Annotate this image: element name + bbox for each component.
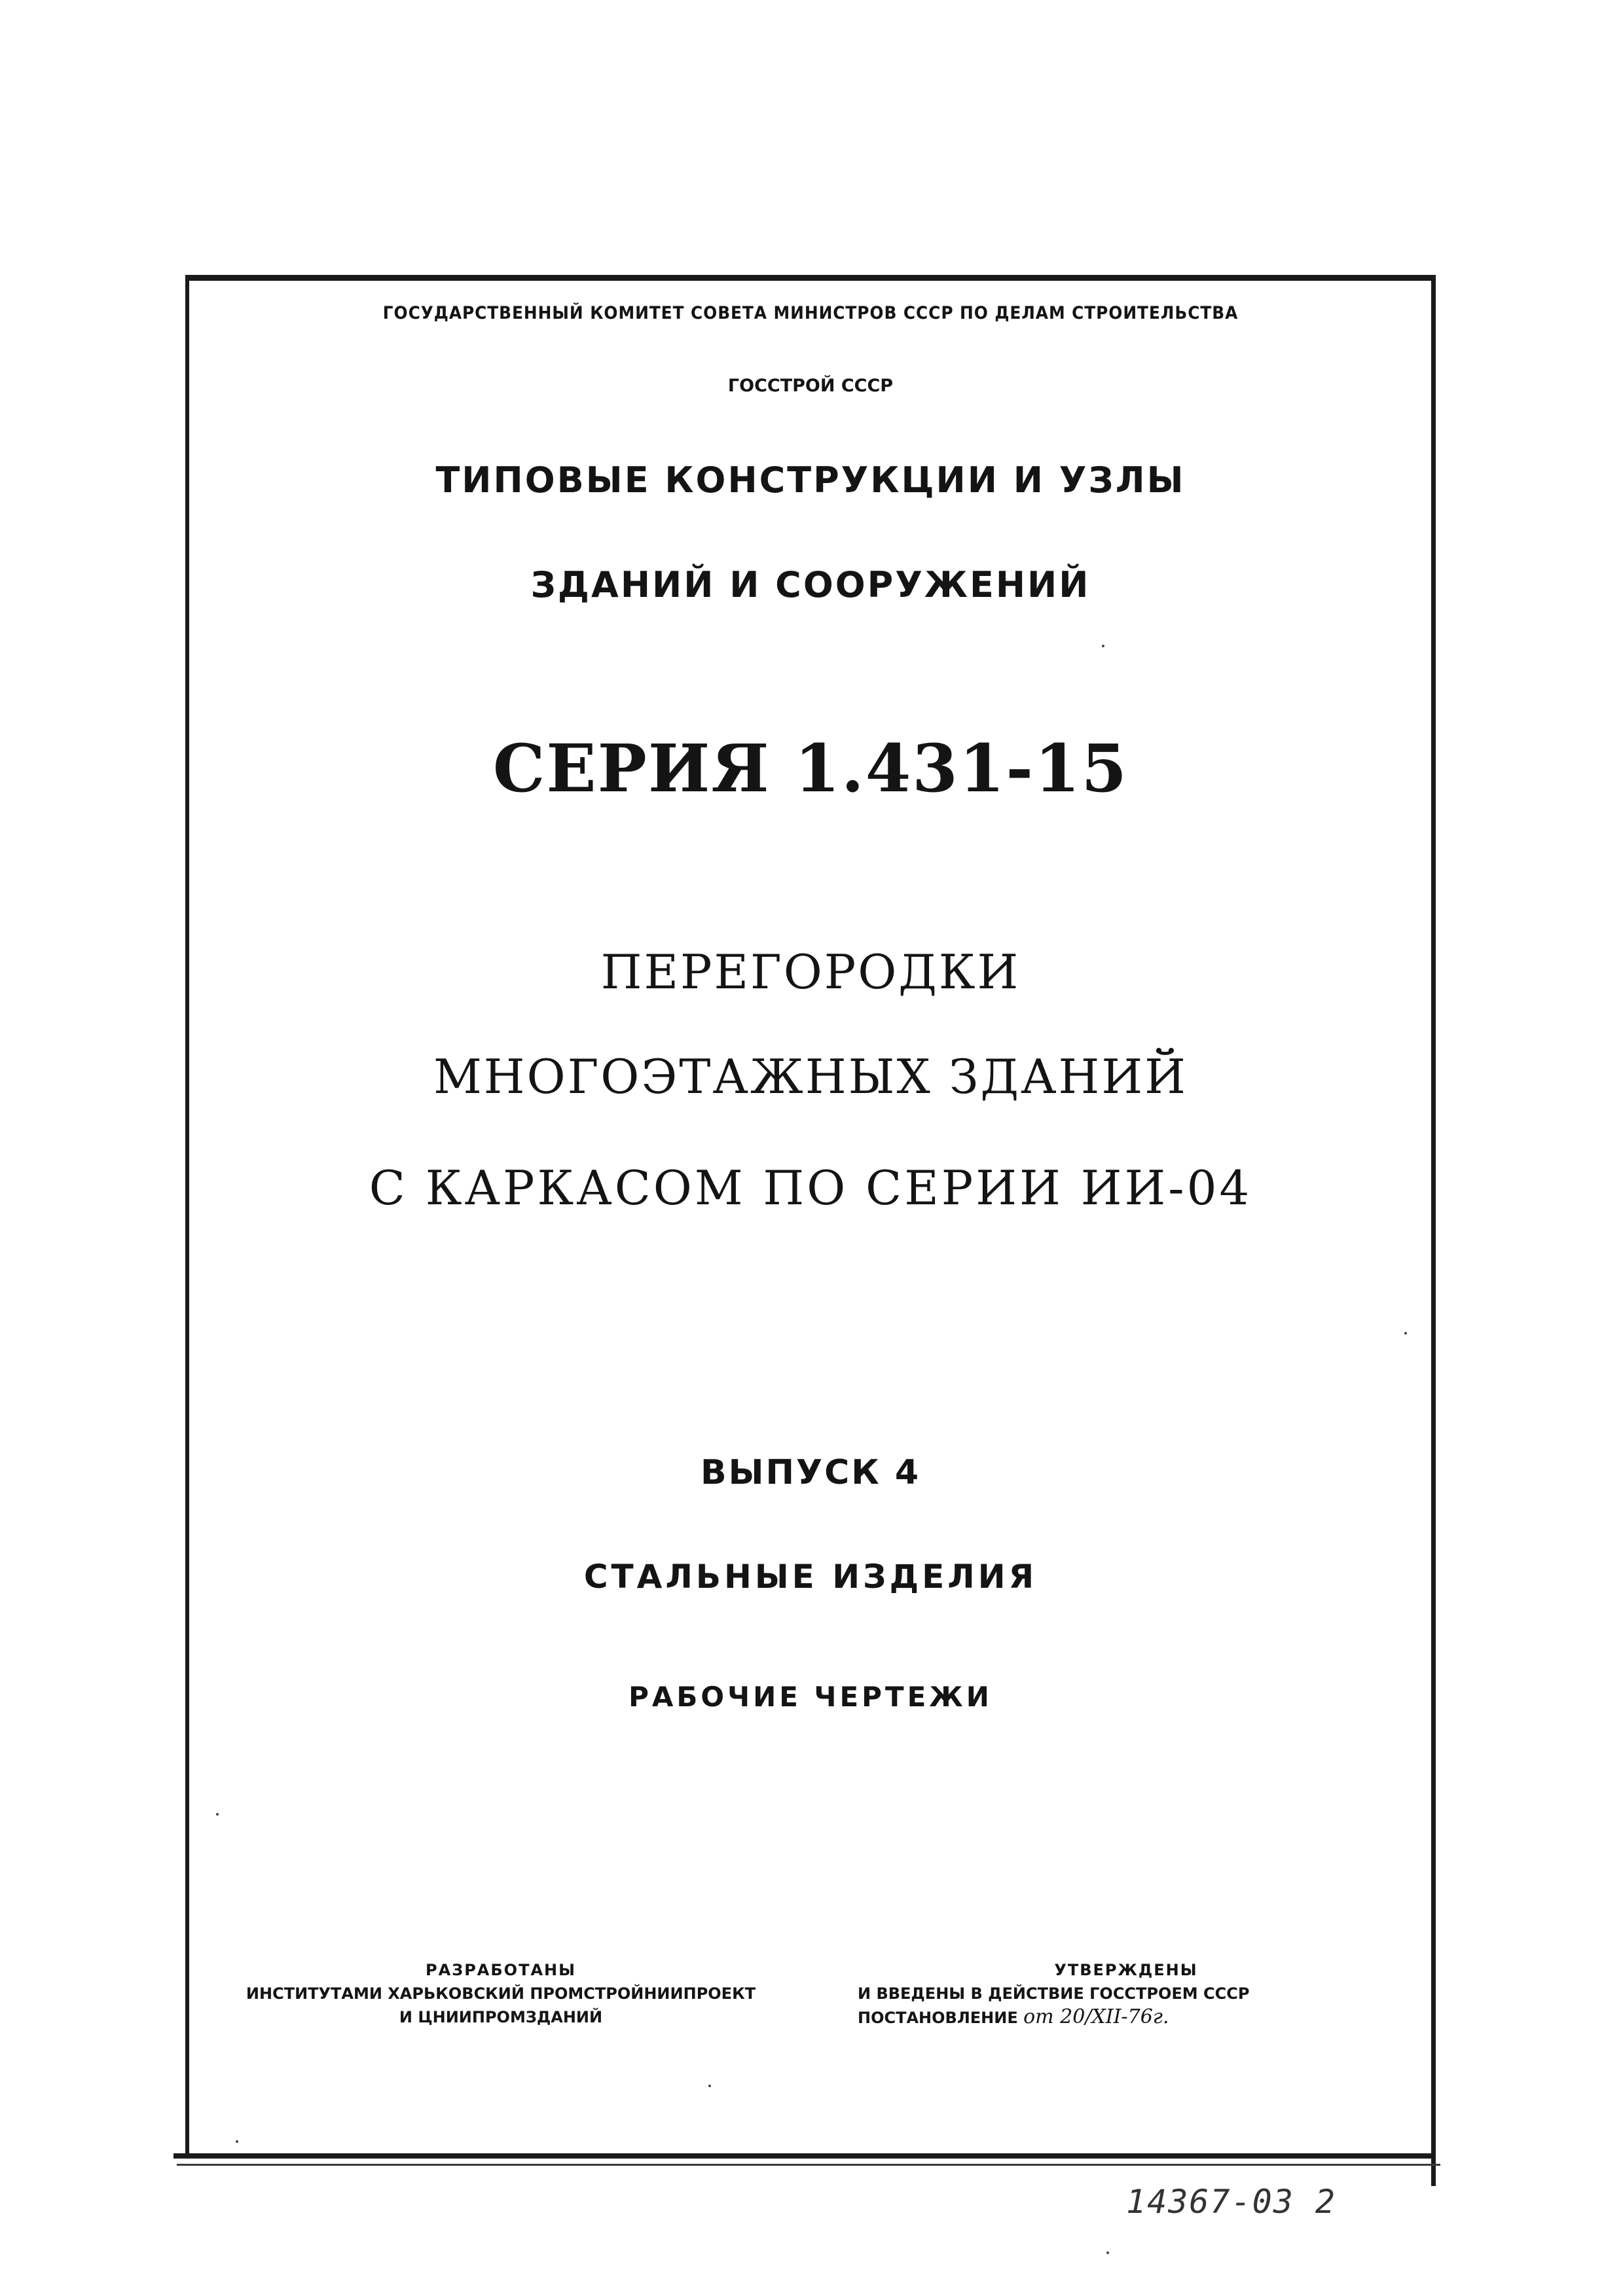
series-number: СЕРИЯ 1.431-15 [492,730,1129,807]
archive-stamp: 14367-03 2 [1126,2183,1337,2221]
scan-speck [1404,1332,1407,1335]
developed-heading: РАЗРАБОТАНЫ [426,1961,576,1979]
developed-block [177,1958,825,2029]
scan-speck [1102,645,1104,647]
scan-speck [236,2140,238,2143]
issue-name: СТАЛЬНЫЕ ИЗДЕЛИЯ [583,1558,1038,1596]
subject-line-2: МНОГОЭТАЖНЫХ ЗДАНИЙ [433,1049,1188,1104]
subject-line-3: С КАРКАСОМ ПО СЕРИИ ИИ-04 [369,1160,1252,1215]
frame-bottom-border [173,2153,1436,2159]
scan-speck [1106,2251,1109,2254]
scan-speck [708,2085,711,2087]
approved-decree-date: от 20/XII-76г. [1023,2005,1169,2028]
subject-line-1: ПЕРЕГОРОДКИ [600,944,1021,999]
approved-heading: УТВЕРЖДЕНЫ [1054,1961,1198,1979]
approved-line-1: И ВВЕДЕНЫ В ДЕЙСТВИЕ ГОССТРОЕМ СССР [858,1984,1250,2003]
scan-speck [216,1813,219,1816]
approved-line-2 [858,2005,1395,2030]
title-line-1: ТИПОВЫЕ КОНСТРУКЦИИ И УЗЛЫ [435,459,1186,501]
frame-bottom-rule [177,2164,1440,2166]
frame-right-border [1431,275,1436,2186]
issue-kind: РАБОЧИЕ ЧЕРТЕЖИ [629,1681,993,1713]
organization-name: ГОСУДАРСТВЕННЫЙ КОМИТЕТ СОВЕТА МИНИСТРОВ СССР ПО ДЕЛАМ СТРОИТЕЛЬСТВА [382,303,1239,323]
frame-top-border [185,275,1436,281]
approved-decree-label: ПОСТАНОВЛЕНИЕ [858,2009,1018,2027]
developed-line-2: И ЦНИИПРОМЗДАНИЙ [399,2008,603,2026]
approved-block [858,1958,1395,2030]
issue-number: ВЫПУСК 4 [700,1453,921,1492]
organization-abbreviation: ГОССТРОЙ СССР [727,376,894,396]
title-line-2: ЗДАНИЙ И СООРУЖЕНИЙ [530,564,1091,605]
developed-line-1: ИНСТИТУТАМИ ХАРЬКОВСКИЙ ПРОМСТРОЙНИИПРОЕКТ [246,1984,756,2003]
